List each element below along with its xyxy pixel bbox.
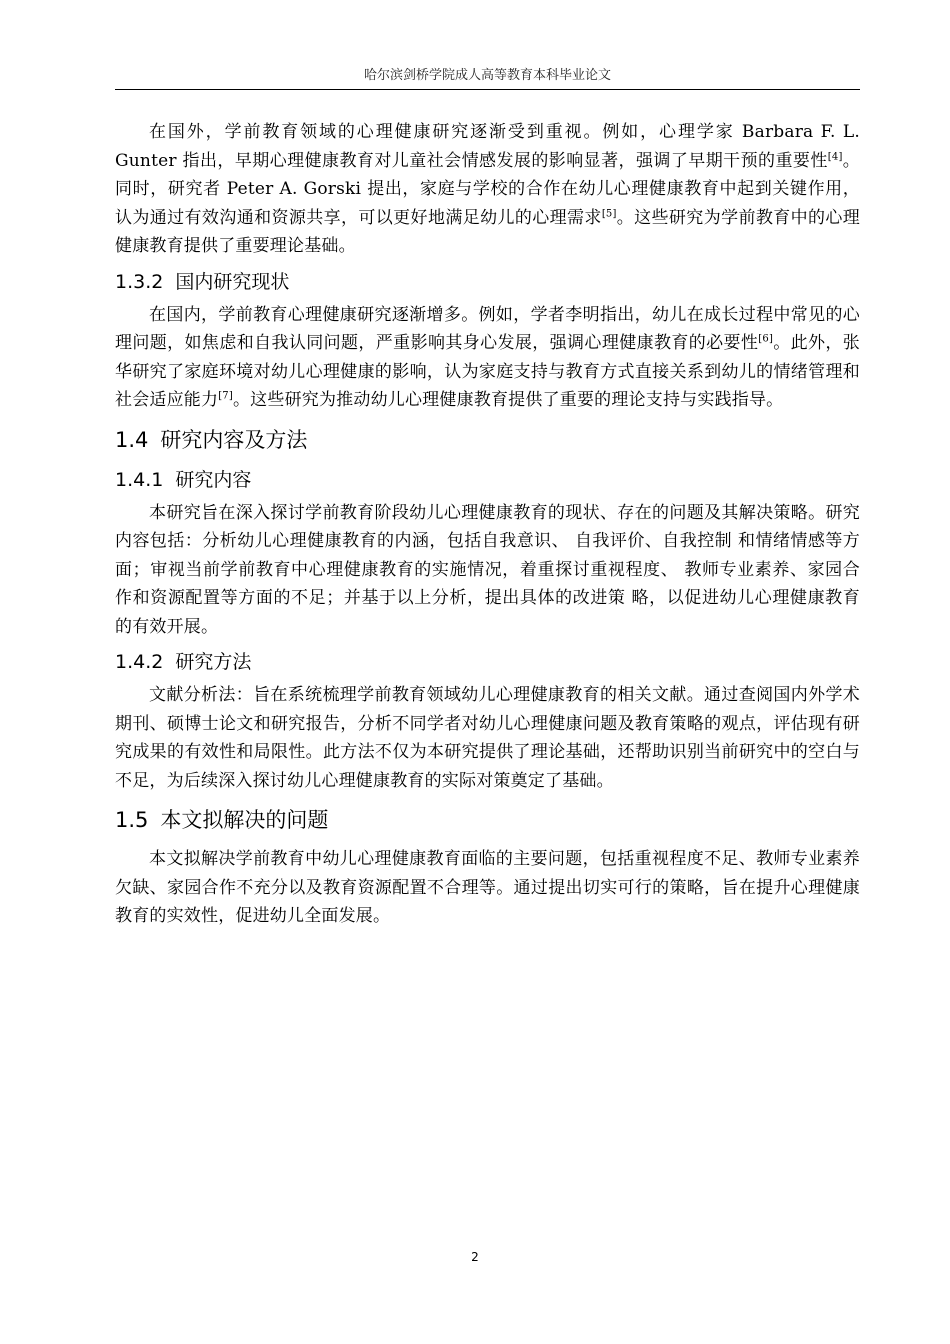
running-header: 哈尔滨剑桥学院成人高等教育本科毕业论文	[115, 64, 860, 90]
section-number: 1.4.2	[115, 651, 164, 673]
section-heading-1-4	[115, 423, 860, 457]
section-title: 研究内容	[175, 468, 252, 491]
paragraph-text: 。同时，研究者 Peter A. Gorski 提出，家庭与学校的合作在幼儿心理健康教育中起到关键作用，认为通过有效沟通和资源共享，可以更好地满足幼儿的心理需求	[115, 150, 861, 228]
page-number: 2	[471, 1250, 479, 1264]
section-title: 研究内容及方法	[160, 427, 308, 452]
section-heading-1-4-2	[115, 647, 860, 677]
citation-ref[interactable]: [4]	[827, 150, 843, 162]
paragraph-text: 。此外，张华研究了家庭环境对幼儿心理健康的影响，认为家庭支持与教育方式直接关系到幼儿的情绪管理和社会适应能力	[115, 333, 860, 410]
paragraph-research-method: 文献分析法：旨在系统梳理学前教育领域幼儿心理健康教育的相关文献。通过查阅国内外学术期刊、硕博士论文和研究报告，分析不同学者对幼儿心理健康问题及教育策略的观点，评估现有研究成果的有效性和局限性。此方法不仅为本研究提供了理论基础，还帮助识别当前研究中的空白与不足，为后续深入探讨幼儿心理健康教育的实际对策奠定了基础。	[115, 685, 860, 791]
section-heading-1-3-2	[115, 267, 860, 297]
paragraph-problems: 本文拟解决学前教育中幼儿心理健康教育面临的主要问题，包括重视程度不足、教师专业素养欠缺、家园合作不充分以及教育资源配置不合理等。通过提出切实可行的策略，旨在提升心理健康教育的实效性，促进幼儿全面发展。	[115, 849, 860, 926]
citation-ref[interactable]: [7]	[218, 390, 233, 402]
section-number: 1.4.1	[115, 468, 164, 491]
citation-ref[interactable]: [5]	[601, 207, 617, 219]
section-number: 1.3.2	[115, 270, 164, 293]
section-title: 本文拟解决的问题	[160, 808, 329, 832]
paragraph-text: 。这些研究为学前教育中的心理健康教育提供了重要理论基础。	[115, 207, 860, 256]
paragraph-research-content: 本研究旨在深入探讨学前教育阶段幼儿心理健康教育的现状、存在的问题及其解决策略。研究内容包括：分析幼儿心理健康教育的内涵，包括自我意识、 自我评价、自我控制 和情绪情感等方面；审视当前学前教育中心理健康教育的实施情况，着重探讨重视程度、 教师专业素养、家园合作和资源配置等方面的不足；并基于以上分析，提出具体的改进策 略，以促进幼儿心理健康教育的有效开展。	[115, 502, 860, 637]
section-heading-1-5	[115, 803, 860, 837]
section-heading-1-4-1	[115, 465, 860, 495]
paragraph-text: 在国外，学前教育领域的心理健康研究逐渐受到重视。例如，心理学家 Barbara F. L. Gunter 指出，早期心理健康教育对儿童社会情感发展的影响显著，强调了早期干预的重要性	[115, 122, 860, 171]
section-title: 国内研究现状	[175, 270, 290, 293]
citation-ref[interactable]: [6]	[758, 333, 774, 345]
section-number: 1.5	[115, 808, 149, 832]
section-title: 研究方法	[175, 651, 252, 673]
paragraph-foreign-research	[115, 118, 860, 261]
body-text	[115, 118, 860, 931]
section-number: 1.4	[115, 427, 149, 452]
paragraph-text: 在国内，学前教育心理健康研究逐渐增多。例如，学者李明指出，幼儿在成长过程中常见的心理问题，如焦虑和自我认同问题，严重影响其身心发展，强调心理健康教育的必要性	[115, 304, 860, 353]
paragraph-domestic-research	[115, 301, 860, 415]
paragraph-text: 。这些研究为推动幼儿心理健康教育提供了重要的理论支持与实践指导。	[232, 390, 784, 410]
